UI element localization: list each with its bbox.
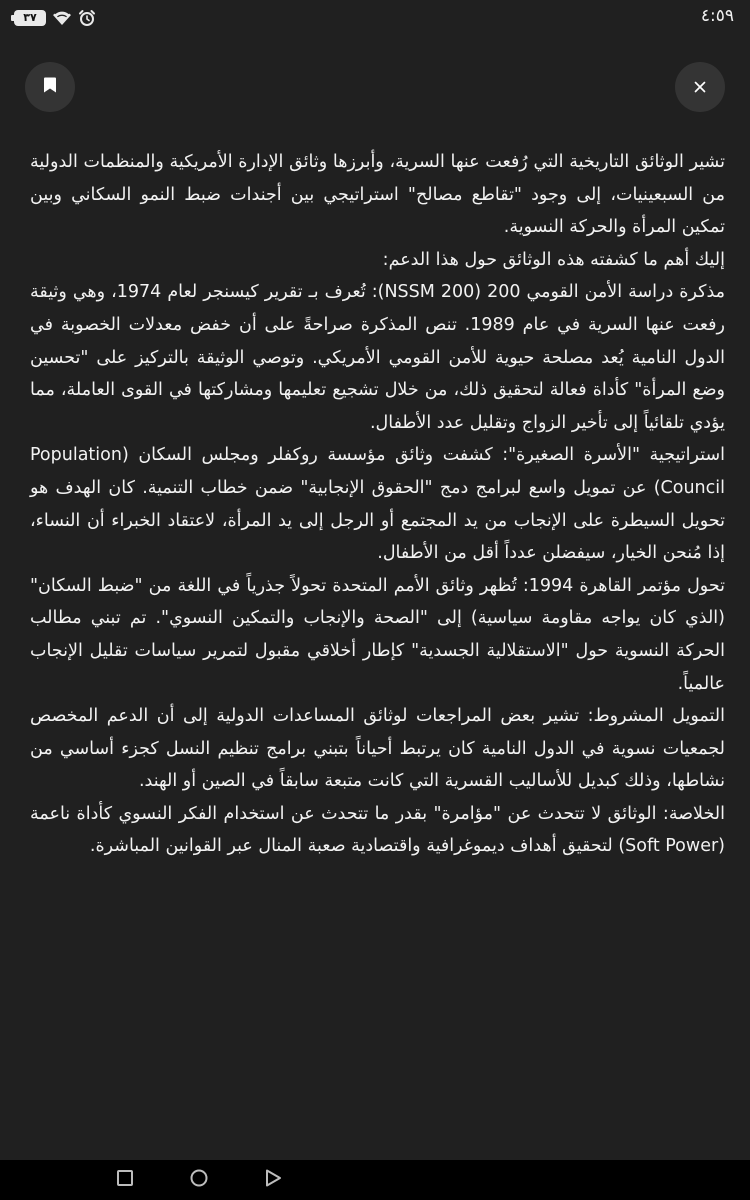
status-bar: [0, 0, 750, 36]
bookmark-button[interactable]: [25, 62, 75, 112]
paragraph-conditional-funding: التمويل المشروط: تشير بعض المراجعات لوثائق المساعدات الدولية إلى أن الدعم المخصص لجمعيات نسوية في الدول النامية كان يرتبط أحياناً بتبني برامج تنظيم النسل كجزء أساسي من نشاطها، وذلك كبديل للأساليب القسرية التي كانت متبعة سابقاً في الصين أو الهند.: [30, 706, 725, 792]
paragraph-nssm200: مذكرة دراسة الأمن القومي 200 (NSSM 200): تُعرف بـ تقرير كيسنجر لعام 1974، وهي وثيقة رفعت عنها السرية في عام 1989. تنص المذكرة صراحةً على أن خفض معدلات الخصوبة في الدول النامية يُعد مصلحة حيوية للأمن القومي الأمريكي. وتوصي الوثيقة بالتركيز على "تحسين وضع المرأة" كأداة فعالة لتحقيق ذلك، من خلال تشجيع تعليمها ومشاركتها في القوى العاملة، مما يؤدي تلقائياً إلى تأخير الزواج وتقليل عدد الأطفال.: [30, 282, 725, 433]
recents-icon: [116, 1169, 134, 1191]
status-icons: [14, 8, 96, 28]
back-button[interactable]: [261, 1168, 285, 1192]
battery-level: ٣٧: [23, 11, 37, 24]
navigation-bar: [0, 1160, 750, 1200]
battery-icon: [14, 10, 46, 26]
alarm-icon: [78, 9, 96, 27]
close-button[interactable]: [675, 62, 725, 112]
home-button[interactable]: [187, 1168, 211, 1192]
article-text: [30, 146, 725, 863]
paragraph-lead: إليك أهم ما كشفته هذه الوثائق حول هذا الدعم:: [382, 249, 725, 270]
recents-button[interactable]: [113, 1168, 137, 1192]
close-icon: [694, 78, 706, 97]
paragraph-intro: تشير الوثائق التاريخية التي رُفعت عنها السرية، وأبرزها وثائق الإدارة الأمريكية والمنظمات الدولية من السبعينيات، إلى وجود "تقاطع مصالح" استراتيجي بين أجندات ضبط النمو السكاني وبين تمكين المرأة والحركة النسوية.: [30, 152, 725, 238]
paragraph-conclusion: الخلاصة: الوثائق لا تتحدث عن "مؤامرة" بقدر ما تتحدث عن استخدام الفكر النسوي كأداة ناعمة (Soft Power) لتحقيق أهداف ديموغرافية واقتصادية صعبة المنال عبر القوانين المباشرة.: [30, 803, 725, 857]
status-time: ٤:٥٩: [700, 6, 734, 26]
paragraph-cairo-1994: تحول مؤتمر القاهرة 1994: تُظهر وثائق الأمم المتحدة تحولاً جذرياً في اللغة من "ضبط السكان" (الذي كان يواجه مقاومة سياسية) إلى "الصحة والإنجاب والتمكين النسوي". تم تبني مطالب الحركة النسوية حول "الاستقلالية الجسدية" كإطار أخلاقي مقبول لتمرير سياسات تقليل الإنجاب عالمياً.: [30, 575, 725, 694]
back-icon: [264, 1168, 282, 1192]
wifi-icon: [52, 10, 72, 26]
paragraph-small-family: استراتيجية "الأسرة الصغيرة": كشفت وثائق مؤسسة روكفلر ومجلس السكان (Population Council) عن تمويل واسع لبرامج دمج "الحقوق الإنجابية" ضمن خطاب التنمية. كان الهدف هو تحويل السيطرة على الإنجاب من يد المجتمع أو الرجل إلى يد المرأة، لاعتقاد الخبراء أن النساء، إذا مُنحن الخيار، سيفضلن عدداً أقل من الأطفال.: [30, 445, 725, 564]
bookmark-icon: [43, 76, 57, 98]
home-icon: [189, 1168, 209, 1192]
